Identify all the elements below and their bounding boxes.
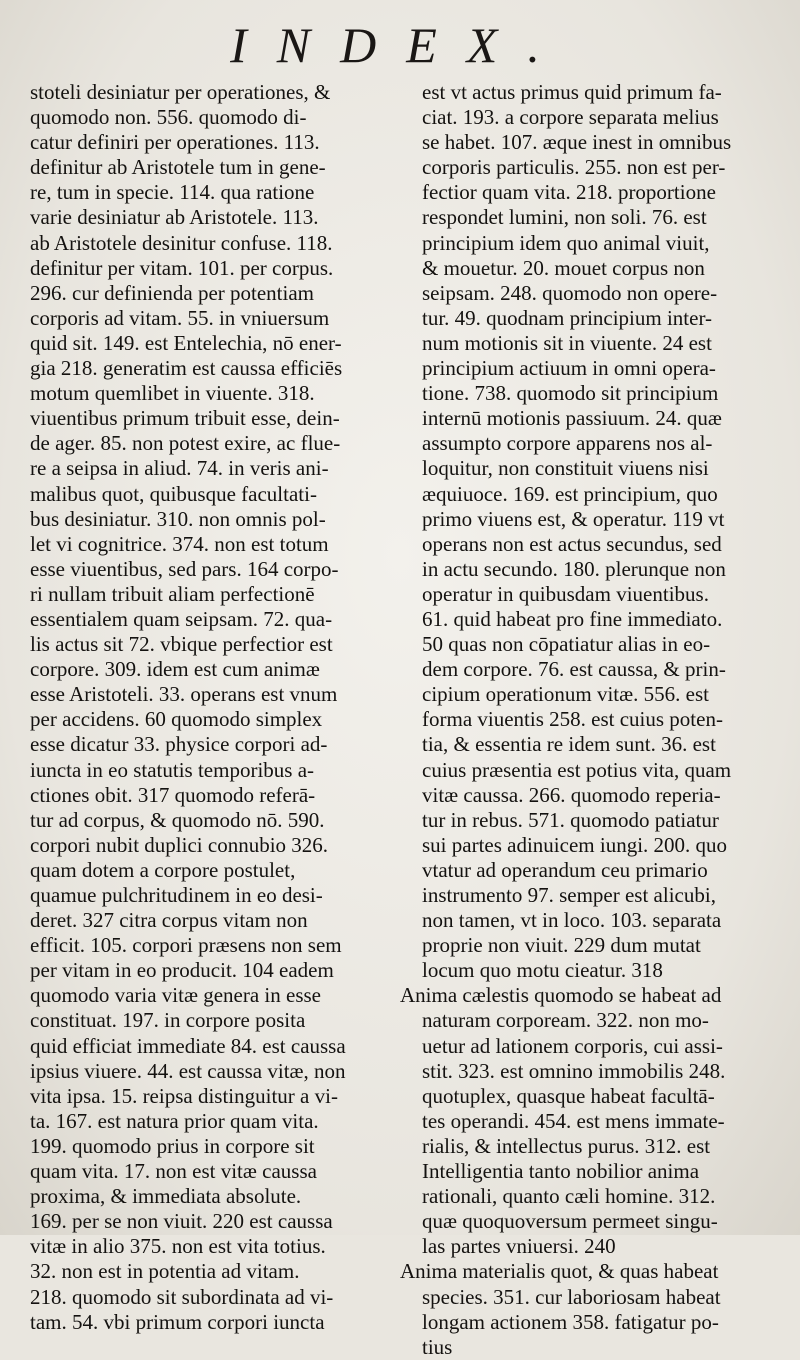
text-line: forma viuentis 258. est cuius poten-	[422, 707, 723, 732]
text-line: catur definiri per operationes. 113.	[30, 130, 320, 155]
text-line: esse viuentibus, sed pars. 164 corpo-	[30, 556, 339, 581]
text-line: varie desiniatur ab Aristotele. 113.	[30, 205, 319, 230]
text-line: tam. 54. vbi primum corpori iuncta	[30, 1309, 325, 1334]
text-line: & mouetur. 20. mouet corpus non	[422, 255, 705, 280]
text-line: ri nullam tribuit aliam perfectionē	[30, 581, 315, 606]
text-line: vitæ in alio 375. non est vita totius.	[30, 1234, 326, 1259]
text-line: loquitur, non constituit viuens nisi	[422, 456, 709, 481]
text-line: principium idem quo animal viuit,	[422, 230, 710, 255]
text-line: fectior quam vita. 218. proportione	[422, 180, 716, 205]
text-line: naturam corpoream. 322. non mo-	[422, 1008, 709, 1033]
text-line: dem corpore. 76. est caussa, & prin-	[422, 657, 726, 682]
text-line: re a seipsa in aliud. 74. in veris ani-	[30, 456, 329, 481]
left-column	[30, 80, 380, 1335]
text-line: internū motionis passiuum. 24. quæ	[422, 406, 722, 431]
text-line: 296. cur definienda per potentiam	[30, 280, 314, 305]
text-line: quamue pulchritudinem in eo desi-	[30, 883, 323, 907]
text-line: cipium operationum vitæ. 556. est	[422, 682, 709, 707]
text-line: sui partes adinuicem iungi. 200. quo	[422, 832, 728, 857]
text-line: quomodo non. 556. quomodo di-	[30, 105, 307, 130]
text-line: quomodo varia vitæ genera in esse	[30, 983, 322, 1008]
text-line: quotuplex, quasque habeat facultā-	[422, 1083, 715, 1108]
text-line: proxima, & immediata absolute.	[30, 1184, 302, 1209]
text-line: esse Aristoteli. 33. operans est vnum	[30, 682, 338, 707]
text-line: essentialem quam seipsam. 72. qua-	[30, 606, 333, 631]
text-line: 218. quomodo sit subordinata ad vi-	[30, 1284, 334, 1309]
text-line: rialis, & intellectus purus. 312. est	[422, 1133, 711, 1158]
text-line: locum quo motu cieatur. 318	[422, 958, 663, 983]
text-line: stoteli desiniatur per operationes, &	[30, 80, 331, 104]
text-line: Anima cælestis quomodo se habeat ad	[400, 983, 722, 1008]
text-line: ta. 167. est natura prior quam vita.	[30, 1108, 319, 1133]
text-line: est vt actus primus quid primum fa-	[422, 80, 722, 104]
text-line: las partes vniuersi. 240	[422, 1234, 616, 1259]
text-line: quam dotem a corpore postulet,	[30, 857, 296, 882]
page-header-title: INDEX.	[230, 17, 570, 73]
text-line: quam vita. 17. non est vitæ caussa	[30, 1159, 317, 1184]
text-line: uetur ad lationem corporis, cui assi-	[422, 1033, 723, 1058]
text-line: Anima materialis quot, & quas habeat	[400, 1259, 719, 1284]
text-line: viuentibus primum tribuit esse, dein-	[30, 406, 340, 431]
text-line: quid efficiat immediate 84. est caussa	[30, 1033, 346, 1058]
text-line: vtatur ad operandum ceu primario	[422, 857, 708, 882]
text-line: proprie non viuit. 229 dum mutat	[422, 933, 701, 958]
text-line: tur. 49. quodnam principium inter-	[422, 305, 713, 330]
text-line: quid sit. 149. est Entelechia, nō ener-	[30, 330, 342, 355]
text-line: instrumento 97. semper est alicubi,	[422, 883, 716, 907]
text-line: tius	[422, 1334, 453, 1359]
text-line: let vi cognitrice. 374. non est totum	[30, 531, 329, 556]
text-line: efficit. 105. corpori præsens non sem	[30, 933, 342, 958]
text-line: ctiones obit. 317 quomodo referā-	[30, 782, 316, 807]
text-line: tur in rebus. 571. quomodo patiatur	[422, 807, 719, 832]
text-line: malibus quot, quibusque facultati-	[30, 481, 317, 506]
text-line: species. 351. cur laboriosam habeat	[422, 1284, 721, 1309]
text-line: bus desiniatur. 310. non omnis pol-	[30, 506, 326, 531]
text-line: rationali, quanto cæli homine. 312.	[422, 1184, 716, 1209]
text-line: in actu secundo. 180. plerunque non	[422, 556, 726, 581]
text-line: tes operandi. 454. est mens immate-	[422, 1108, 725, 1133]
text-line: assumpto corpore apparens nos al-	[422, 431, 713, 456]
text-line: cuius præsentia est potius vita, quam	[422, 757, 732, 782]
text-line: stit. 323. est omnino immobilis 248.	[422, 1058, 726, 1083]
text-line: esse dicatur 33. physice corpori ad-	[30, 732, 328, 757]
text-line: corpori nubit duplici connubio 326.	[30, 832, 329, 857]
text-line: 32. non est in potentia ad vitam.	[30, 1259, 300, 1284]
text-line: non tamen, vt in loco. 103. separata	[422, 908, 722, 933]
text-line: corporis ad vitam. 55. in vniuersum	[30, 305, 330, 330]
text-line: definitur per vitam. 101. per corpus.	[30, 255, 334, 280]
text-line: num motionis sit in viuente. 24 est	[422, 330, 712, 355]
text-line: Intelligentia tanto nobilior anima	[422, 1159, 700, 1184]
text-line: constituat. 197. in corpore posita	[30, 1008, 306, 1033]
text-line: ipsius viuere. 44. est caussa vitæ, non	[30, 1058, 346, 1083]
text-line: definitur ab Aristotele tum in gene-	[30, 155, 326, 180]
text-line: iuncta in eo statutis temporibus a-	[30, 757, 315, 782]
text-line: respondet lumini, non soli. 76. est	[422, 205, 707, 230]
text-line: lis actus sit 72. vbique perfectior est	[30, 632, 333, 657]
text-line: tia, & essentia re idem sunt. 36. est	[422, 732, 716, 757]
text-line: 199. quomodo prius in corpore sit	[30, 1133, 315, 1158]
text-line: vitæ caussa. 266. quomodo reperia-	[422, 782, 721, 807]
text-line: operans non est actus secundus, sed	[422, 531, 722, 556]
text-line: re, tum in specie. 114. qua ratione	[30, 180, 315, 205]
text-line: motum quemlibet in viuente. 318.	[30, 381, 315, 406]
text-line: longam actionem 358. fatigatur po-	[422, 1309, 719, 1334]
right-column	[400, 80, 770, 1360]
text-line: principium actiuum in omni opera-	[422, 356, 716, 381]
text-line: 169. per se non viuit. 220 est caussa	[30, 1209, 333, 1234]
text-line: tur ad corpus, & quomodo nō. 590.	[30, 807, 325, 832]
text-line: tione. 738. quomodo sit principium	[422, 381, 719, 406]
text-line: deret. 327 citra corpus vitam non	[30, 908, 308, 933]
text-line: 61. quid habeat pro fine immediato.	[422, 606, 723, 631]
text-line: gia 218. generatim est caussa efficiēs	[30, 356, 343, 381]
text-line: æquiuoce. 169. est principium, quo	[422, 481, 718, 506]
text-line: corpore. 309. idem est cum animæ	[30, 657, 320, 682]
text-line: se habet. 107. æque inest in omnibus	[422, 130, 732, 155]
text-line: per accidens. 60 quomodo simplex	[30, 707, 323, 732]
text-line: per vitam in eo producit. 104 eadem	[30, 958, 334, 983]
text-line: ciat. 193. a corpore separata melius	[422, 105, 719, 130]
text-line: seipsam. 248. quomodo non opere-	[422, 280, 718, 305]
text-line: ab Aristotele desinitur confuse. 118.	[30, 230, 333, 255]
text-line: 50 quas non cōpatiatur alias in eo-	[422, 632, 711, 657]
text-line: quæ quoquoversum permeet singu-	[422, 1209, 718, 1234]
text-line: de ager. 85. non potest exire, ac flue-	[30, 431, 341, 456]
text-line: operatur in quibusdam viuentibus.	[422, 581, 709, 606]
text-line: vita ipsa. 15. reipsa distinguitur a vi-	[30, 1083, 338, 1108]
text-line: corporis particulis. 255. non est per-	[422, 155, 726, 180]
text-line: primo viuens est, & operatur. 119 vt	[422, 506, 725, 531]
